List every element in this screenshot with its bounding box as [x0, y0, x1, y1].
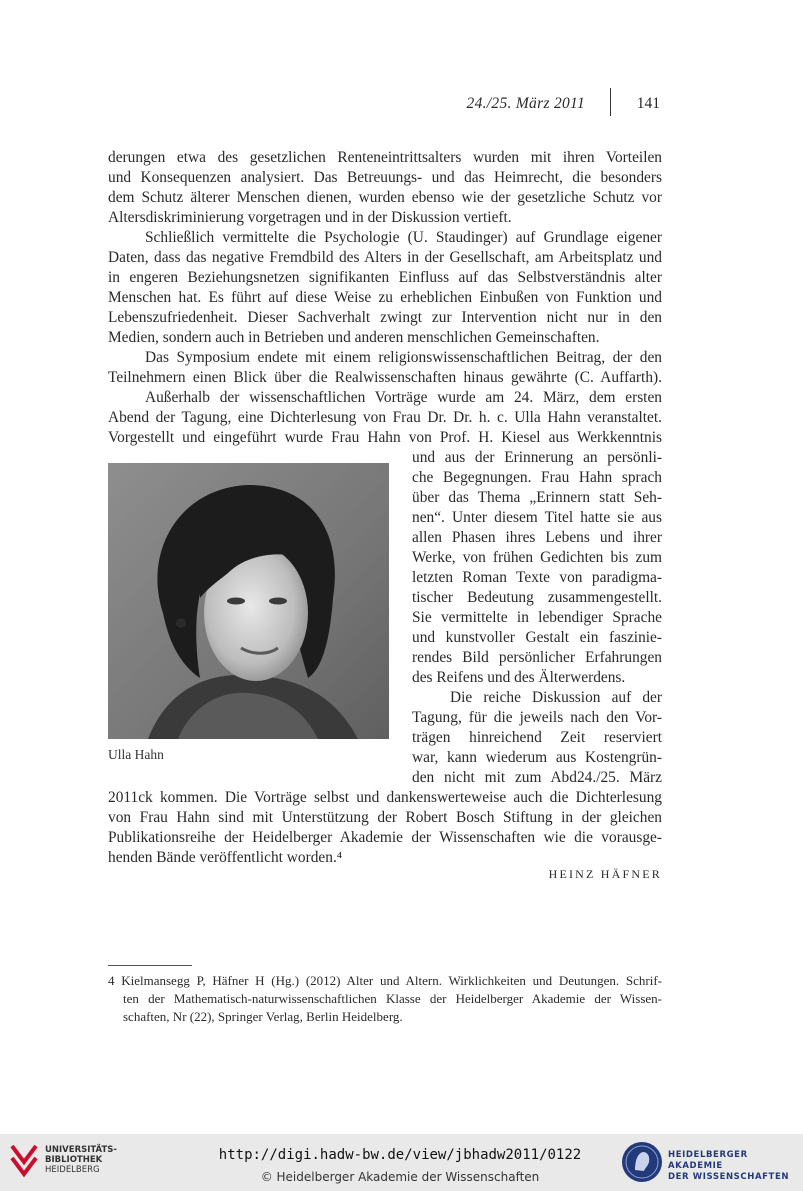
portrait-photo — [108, 463, 389, 739]
text-line: trägen hinreichend Zeit reserviert — [412, 729, 662, 746]
library-emblem-icon — [8, 1142, 40, 1180]
photo-caption: Ulla Hahn — [108, 747, 164, 762]
footnote-line: ten der Mathematisch-naturwissenschaftlichen Klasse der Heidelberger Akademie der Wissen- — [123, 991, 662, 1006]
text-line: Schließlich vermittelte die Psychologie (U. Staudinger) auf Grundlage eigener — [145, 229, 662, 246]
university-library-logo[interactable] — [8, 1142, 40, 1185]
page-number: 141 — [636, 95, 660, 112]
text-line: Tagung, für die jeweils nach den Vor- — [412, 709, 662, 726]
text-line: Medien, sondern auch in Betrieben und anderen menschlichen Gemeinschaften. — [108, 329, 600, 346]
academy-line-1: HEIDELBERGER AKADEMIE — [668, 1150, 748, 1171]
footnote-divider — [108, 965, 192, 966]
permalink-url[interactable]: http://digi.hadw-bw.de/view/jbhadw2011/0122 — [218, 1147, 582, 1163]
header-divider — [610, 88, 611, 116]
text-line: Daten, dass das negative Fremdbild des Alters in der Gesellschaft, am Arbeitsplatz und — [108, 249, 662, 266]
text-line: Lebenszufriedenheit. Dieser Sachverhalt zwingt zur Intervention nicht nur in den — [108, 309, 662, 326]
text-line: henden Bände veröffentlicht worden.⁴ — [108, 849, 343, 866]
text-line: Altersdiskriminierung vorgetragen und in der Diskussion vertieft. — [108, 209, 512, 226]
text-line: und kunstvoller Gestalt ein faszinie- — [412, 629, 662, 646]
text-line: Sie vermittelte in lebendiger Sprache — [412, 609, 662, 626]
author-signature: HEINZ HÄFNER — [548, 867, 662, 881]
library-line-2: BIBLIOTHEK — [45, 1155, 103, 1165]
academy-line-2: DER WISSENSCHAFTEN — [668, 1172, 790, 1182]
text-line: Menschen hat. Es führt auf diese Weise zu erheblichen Einbußen von Funktion und — [108, 289, 662, 306]
text-line: und Konsequenzen analysiert. Das Betreuungs- und das Heimrecht, die besonders — [108, 169, 662, 186]
text-line: über das Thema „Erinnern statt Seh- — [412, 489, 662, 506]
footnote-line: schaften, Nr (22), Springer Verlag, Berlin Heidelberg. — [123, 1009, 403, 1024]
text-line: Das Symposium endete mit einem religionswissenschaftlichen Beitrag, der den — [145, 349, 662, 366]
text-line: von Frau Hahn sind mit Unterstützung der Robert Bosch Stiftung in der gleichen — [108, 809, 662, 826]
library-line-3: HEIDELBERG — [45, 1165, 100, 1175]
text-line: Die reiche Diskussion auf der — [450, 689, 662, 706]
academy-logo[interactable] — [620, 1140, 664, 1189]
text-line: nen“. Unter diesem Titel hatte sie aus — [412, 509, 662, 526]
academy-seal-icon — [620, 1140, 664, 1184]
text-line: letzten Roman Texte von paradigma- — [412, 569, 662, 586]
text-line: Abend der Tagung, eine Dichterlesung von Frau Dr. Dr. h. c. Ulla Hahn veranstaltet. — [108, 409, 662, 426]
text-line: und aus der Erinnerung an persönli- — [412, 449, 662, 466]
text-line: tischer Bedeutung zusammengestellt. — [412, 589, 662, 606]
text-line: 2011ck kommen. Die Vorträge selbst und dankenswerteweise auch die Dichterlesung — [108, 789, 662, 806]
text-line: in engeren Beziehungsnetzen signifikanten Einfluss auf das Selbstverständnis alter — [108, 269, 662, 286]
text-line: Außerhalb der wissenschaftlichen Vorträge wurde am 24. März, dem ersten — [145, 389, 662, 406]
text-line: dem Schutz älterer Menschen dienen, wurden ebenso wie der gesetzliche Schutz vor — [108, 189, 662, 206]
footnote-line: 4 Kielmansegg P, Häfner H (Hg.) (2012) Alter und Altern. Wirklichkeiten und Deutungen. Schrif- — [108, 973, 662, 988]
text-line: che Begegnungen. Frau Hahn sprach — [412, 469, 662, 486]
text-line: den nicht mit zum Abd24./25. März — [412, 769, 662, 786]
text-line: derungen etwa des gesetzlichen Renteneintrittsalters wurden mit ihren Vorteilen — [108, 149, 662, 166]
text-line: Publikationsreihe der Heidelberger Akademie der Wissenschaften wie die vorausge- — [108, 829, 662, 846]
university-library-name — [45, 1145, 117, 1175]
text-line: rendes Bild persönlicher Erfahrungen — [412, 649, 662, 666]
text-line: Teilnehmern einen Blick über die Realwissenschaften hinaus gewährte (C. Auffarth). — [108, 369, 662, 386]
library-line-1: UNIVERSITÄTS- — [45, 1145, 117, 1155]
academy-name — [668, 1150, 803, 1183]
copyright-notice: © Heidelberger Akademie der Wissenschaften — [260, 1170, 540, 1184]
text-line: war, kann wiederum aus Kostengrün- — [412, 749, 662, 766]
text-line: Werke, von frühen Gedichten bis zum — [412, 549, 662, 566]
text-line: allen Phasen ihres Lebens und ihrer — [412, 529, 662, 546]
text-line: Vorgestellt und eingeführt wurde Frau Hahn von Prof. H. Kiesel aus Werkkenntnis — [108, 429, 662, 446]
text-line: des Reifens und des Älterwerdens. — [412, 669, 626, 686]
portrait-illustration — [108, 463, 389, 739]
running-header-date: 24./25. März 2011 — [466, 95, 585, 112]
